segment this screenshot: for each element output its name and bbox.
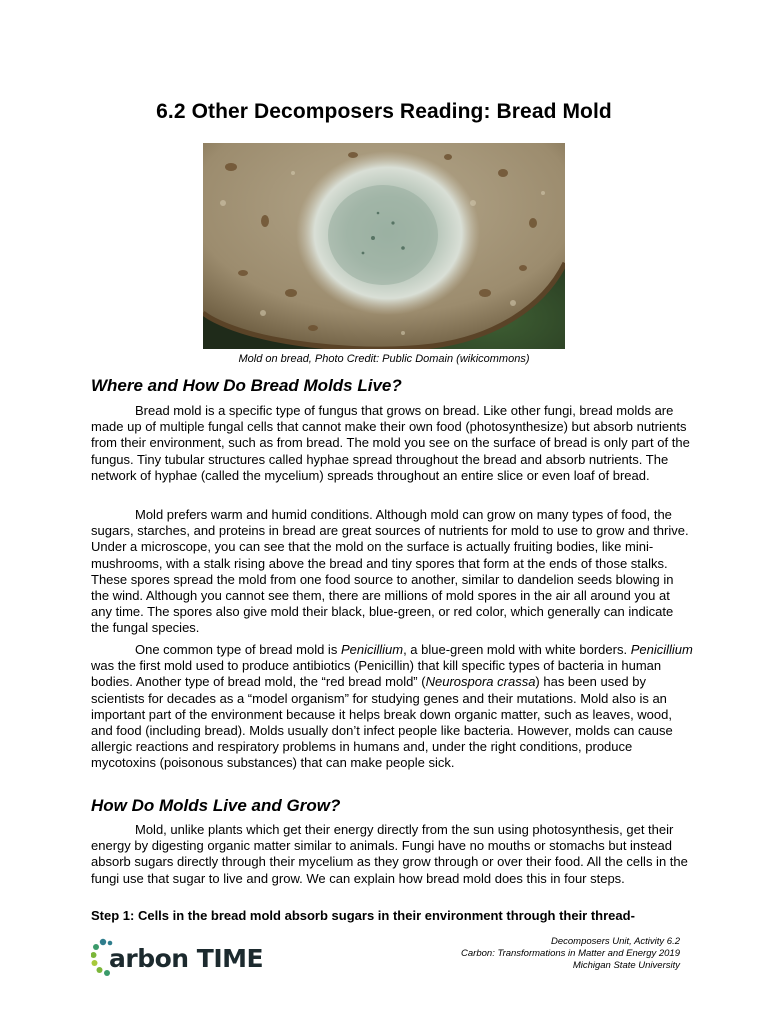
- bread-mold-photo: [203, 143, 565, 349]
- footer-unit: Decomposers Unit, Activity 6.2: [551, 936, 680, 947]
- text-run: , a blue-green mold with white borders.: [403, 642, 631, 657]
- section-heading-where-how: Where and How Do Bread Molds Live?: [91, 376, 402, 395]
- carbon-time-logo: [91, 938, 264, 978]
- paragraph-types: [91, 642, 693, 772]
- species-name: Penicillium: [630, 642, 693, 657]
- footer-curriculum: Carbon: Transformations in Matter and Energy 2019: [461, 948, 680, 959]
- logo-text: arbon TIME: [109, 944, 264, 973]
- bread-mold-image: [203, 143, 565, 349]
- text-run: was the first mold used to produce antibiotics (Penicillin) that kill specific types of bacteria in human bodies. Another type of bread mold, the “red bread mold” (: [91, 658, 662, 690]
- footer-university: Michigan State University: [572, 960, 680, 971]
- page-title: 6.2 Other Decomposers Reading: Bread Mold: [156, 100, 612, 123]
- step-1: Step 1: Cells in the bread mold absorb sugars in their environment through their thread-: [91, 908, 635, 923]
- image-caption: Mold on bread, Photo Credit: Public Domain (wikicommons): [238, 353, 530, 365]
- species-name: Penicillium: [340, 642, 404, 657]
- species-name: Neurospora crassa: [425, 674, 536, 690]
- section-heading-live-grow: How Do Molds Live and Grow?: [91, 796, 341, 815]
- paragraph-conditions: Mold prefers warm and humid conditions. Although mold can grow on many types of food, the sugars, starches, and proteins in bread are great sources of nutrients for mold to use to grow and thrive. Under a microscope, you can see that the mold on the surface is actually fruiting bodies, like mini-mushrooms, with a stalk rising above the bread and tiny spores that form at the ends of those stalks. These spores spread the mold from one food source to another, similar to dandelion seeds blowing in the wind. Although you cannot see them, there are millions of mold spores in the air all around you at any time. The spores also give mold their black, blue-green, or red color, which generally can indicate the fungal species.: [91, 507, 689, 636]
- text-run: ) has been used by scientists for decades as a “model organism” for studying genes and their mutations. Mold also is an important part of the environment because it helps break down organic matter, such as leaves, wood, and food (including bread). Molds usually don’t infect people like bacteria. However, molds can cause allergic reactions and respiratory problems in humans and, under the right conditions, produce mycotoxins (poisonous substances) that can make people sick.: [91, 674, 673, 771]
- text-run: One common type of bread mold is: [135, 642, 341, 657]
- paragraph-energy: Mold, unlike plants which get their energy directly from the sun using photosynthesis, get their energy by digesting organic matter similar to animals. Fungi have no mouths or stomachs but instead absorb sugars directly through their mycelium as they grow through or over their food. All the cells in the fungi use that sugar to live and grow. We can explain how bread mold does this in four steps.: [91, 822, 688, 886]
- footer-info: [461, 936, 680, 972]
- paragraph-intro: Bread mold is a specific type of fungus that grows on bread. Like other fungi, bread molds are made up of multiple fungal cells that cannot make their own food (photosynthesize) but absorb nutrients from their environment, such as from bread. The mold you see on the surface of bread is only part of the fungus. Tiny tubular structures called hyphae spread throughout the bread and absorb nutrients. The network of hyphae (called the mycelium) spreads throughout an entire slice or even loaf of bread.: [91, 403, 690, 483]
